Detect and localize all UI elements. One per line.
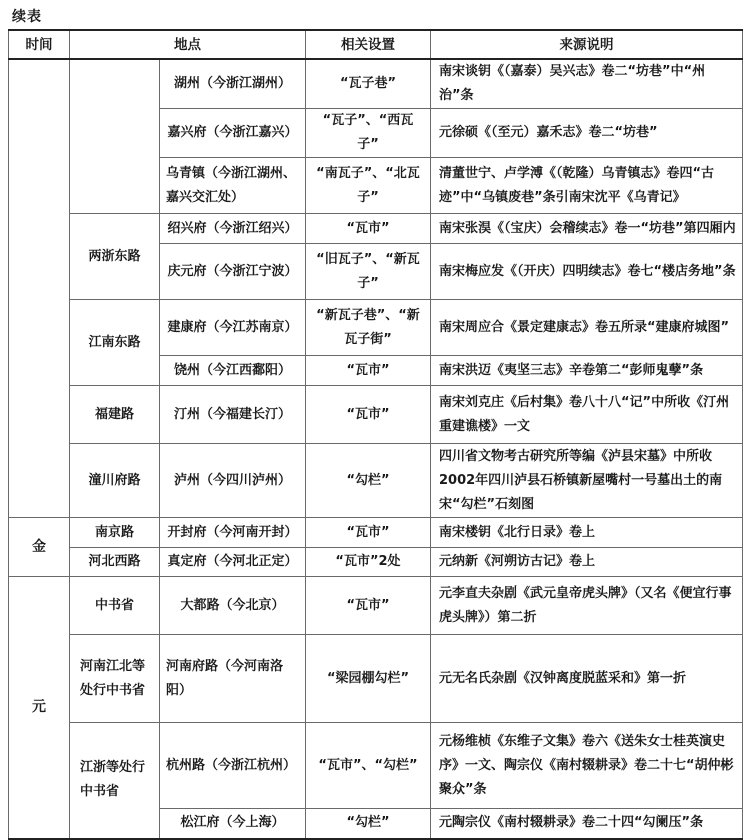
table-row xyxy=(9,444,743,518)
source-cell: 元杨维桢《东维子文集》卷六《送朱女士桂英演史序》一文、陶宗仪《南村辍耕录》卷二十七“胡仲彬聚众”条 xyxy=(431,723,743,809)
circuit-cell: 河南江北等处行中书省 xyxy=(70,635,160,723)
setting-cell: “南瓦子”、“北瓦子” xyxy=(306,158,431,214)
source-cell: 元纳新《河朔访古记》卷上 xyxy=(431,548,743,577)
era-cell: 元 xyxy=(9,577,70,839)
place-cell: 松江府（今上海） xyxy=(160,809,306,839)
setting-cell: “瓦市”、“勾栏” xyxy=(306,723,431,809)
circuit-cell: 南京路 xyxy=(70,518,160,548)
source-cell: 南宋梅应发《（开庆）四明续志》卷七“楼店务地”条 xyxy=(431,244,743,300)
setting-cell: “瓦子”、“西瓦子” xyxy=(306,109,431,158)
source-cell: 南宋周应合《景定建康志》卷五所录“建康府城图” xyxy=(431,300,743,356)
era-cell xyxy=(9,59,70,518)
place-cell: 河南府路（今河南洛阳） xyxy=(160,635,306,723)
table-row xyxy=(9,386,743,444)
circuit-cell xyxy=(70,59,160,214)
source-cell: 元徐硕《（至元）嘉禾志》卷二“坊巷” xyxy=(431,109,743,158)
setting-cell: “旧瓦子”、“新瓦子” xyxy=(306,244,431,300)
circuit-cell: 福建路 xyxy=(70,386,160,444)
source-cell: 南宋谈钥《（嘉泰）吴兴志》卷二“坊巷”中“州治”条 xyxy=(431,59,743,109)
source-cell: 南宋楼钥《北行日录》卷上 xyxy=(431,518,743,548)
source-cell: 元李直夫杂剧《武元皇帝虎头牌》（又名《便宜行事虎头牌》）第二折 xyxy=(431,577,743,635)
source-cell: 元无名氏杂剧《汉钟离度脱蓝采和》第一折 xyxy=(431,635,743,723)
place-cell: 建康府（今江苏南京） xyxy=(160,300,306,356)
circuit-cell: 潼川府路 xyxy=(70,444,160,518)
place-cell: 泸州（今四川泸州） xyxy=(160,444,306,518)
table-row xyxy=(9,300,743,356)
setting-cell: “勾栏” xyxy=(306,809,431,839)
setting-cell: “梁园棚勾栏” xyxy=(306,635,431,723)
table-row xyxy=(9,548,743,577)
source-cell: 元陶宗仪《南村辍耕录》卷二十四“勾阑压”条 xyxy=(431,809,743,839)
place-cell: 嘉兴府（今浙江嘉兴） xyxy=(160,109,306,158)
setting-cell: “新瓦子巷”、“新瓦子街” xyxy=(306,300,431,356)
setting-cell: “瓦市” xyxy=(306,518,431,548)
circuit-cell: 中书省 xyxy=(70,577,160,635)
header-place: 地点 xyxy=(70,30,306,59)
table-row xyxy=(9,214,743,244)
place-cell: 汀州（今福建长汀） xyxy=(160,386,306,444)
circuit-cell: 江南东路 xyxy=(70,300,160,386)
place-cell: 庆元府（今浙江宁波） xyxy=(160,244,306,300)
place-cell: 饶州（今江西鄱阳） xyxy=(160,356,306,386)
place-cell: 真定府（今河北正定） xyxy=(160,548,306,577)
place-cell: 杭州路（今浙江杭州） xyxy=(160,723,306,809)
header-row xyxy=(9,30,743,59)
setting-cell: “瓦市” xyxy=(306,577,431,635)
setting-cell: “勾栏” xyxy=(306,444,431,518)
setting-cell: “瓦市” xyxy=(306,356,431,386)
header-era: 时间 xyxy=(9,30,70,59)
table-row xyxy=(9,635,743,723)
table-row xyxy=(9,518,743,548)
circuit-cell: 江浙等处行中书省 xyxy=(70,723,160,839)
place-cell: 大都路（今北京） xyxy=(160,577,306,635)
circuit-cell: 河北西路 xyxy=(70,548,160,577)
table-row xyxy=(9,577,743,635)
place-cell: 湖州（今浙江湖州） xyxy=(160,59,306,109)
circuit-cell: 两浙东路 xyxy=(70,214,160,300)
source-cell: 四川省文物考古研究所等编《泸县宋墓》中所收2002年四川泸县石桥镇新屋嘴村一号墓出土的南宋“勾栏”石刻图 xyxy=(431,444,743,518)
source-cell: 南宋洪迈《夷坚三志》辛卷第二“彭师鬼孽”条 xyxy=(431,356,743,386)
source-cell: 清董世宁、卢学溥《（乾隆）乌青镇志》卷四“古迹”中“乌镇废巷”条引南宋沈平《乌青记》 xyxy=(431,158,743,214)
table-caption: 续表 xyxy=(12,9,42,25)
place-cell: 开封府（今河南开封） xyxy=(160,518,306,548)
venue-table xyxy=(8,29,743,840)
place-cell: 绍兴府（今浙江绍兴） xyxy=(160,214,306,244)
era-cell: 金 xyxy=(9,518,70,577)
source-cell: 南宋刘克庄《后村集》卷八十八“记”中所收《汀州重建谯楼》一文 xyxy=(431,386,743,444)
setting-cell: “瓦市”2处 xyxy=(306,548,431,577)
place-cell: 乌青镇（今浙江湖州、嘉兴交汇处） xyxy=(160,158,306,214)
table-row xyxy=(9,723,743,809)
setting-cell: “瓦市” xyxy=(306,214,431,244)
header-source: 来源说明 xyxy=(431,30,743,59)
table-row xyxy=(9,59,743,109)
header-setting: 相关设置 xyxy=(306,30,431,59)
setting-cell: “瓦市” xyxy=(306,386,431,444)
setting-cell: “瓦子巷” xyxy=(306,59,431,109)
source-cell: 南宋张淏《（宝庆）会稽续志》卷一“坊巷”第四厢内 xyxy=(431,214,743,244)
